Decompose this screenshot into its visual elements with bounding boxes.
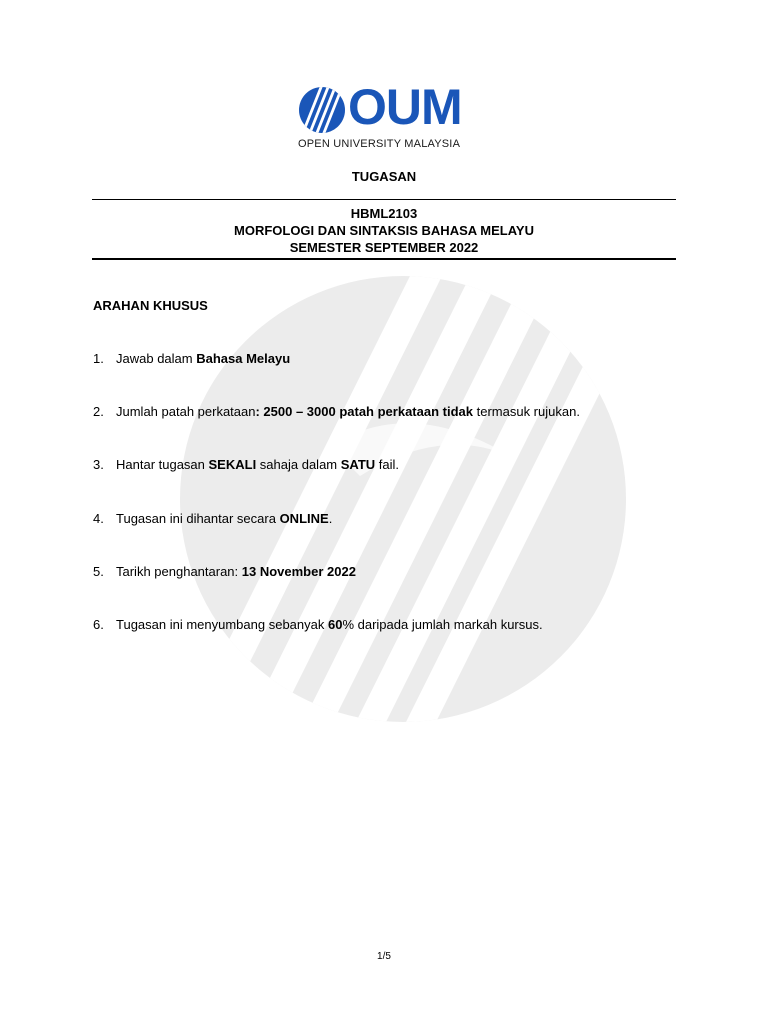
- header-top-rule: [92, 199, 676, 200]
- page-number: 1/5: [377, 951, 391, 962]
- instructions-heading: ARAHAN KHUSUS: [93, 298, 208, 313]
- instruction-text: Tugasan ini dihantar secara: [116, 511, 280, 526]
- instruction-emphasis: 13 November 2022: [241, 564, 356, 579]
- instruction-text: Jumlah patah perkataan: [116, 404, 256, 419]
- instruction-text: sahaja dalam: [256, 457, 341, 472]
- instruction-text: termasuk rujukan.: [473, 404, 580, 419]
- instruction-emphasis: SATU: [340, 457, 376, 472]
- instruction-item: [93, 350, 290, 367]
- course-code: HBML2103: [350, 206, 418, 221]
- instruction-item: [93, 616, 543, 633]
- instruction-text: .: [328, 511, 333, 526]
- instruction-text: Tugasan ini menyumbang sebanyak: [116, 617, 328, 632]
- instruction-item: [93, 563, 356, 580]
- logo-subtitle: OPEN UNIVERSITY MALAYSIA: [298, 138, 461, 150]
- instruction-item: [93, 456, 399, 473]
- instruction-text: Jawab dalam: [116, 351, 197, 366]
- instruction-number: 2.: [93, 404, 104, 419]
- oum-globe-icon: [298, 86, 346, 134]
- instruction-emphasis: : 2500 – 3000 patah perkataan tidak: [255, 404, 473, 419]
- oum-watermark-icon: [180, 276, 626, 722]
- instruction-emphasis: SEKALI: [208, 457, 257, 472]
- instruction-item: [93, 403, 580, 420]
- instruction-number: 1.: [93, 351, 104, 366]
- instruction-text: Tarikh penghantaran:: [116, 564, 242, 579]
- instruction-text: fail.: [375, 457, 400, 472]
- instruction-number: 4.: [93, 511, 104, 526]
- oum-logo: [298, 79, 474, 156]
- instruction-text: Hantar tugasan: [116, 457, 209, 472]
- document-type-title: TUGASAN: [351, 169, 417, 184]
- instruction-item: [93, 510, 332, 527]
- instruction-emphasis: ONLINE: [279, 511, 329, 526]
- logo-wordmark: OUM: [348, 79, 462, 135]
- semester-label: SEMESTER SEPTEMBER 2022: [289, 240, 479, 255]
- instruction-number: 3.: [93, 457, 104, 472]
- course-name: MORFOLOGI DAN SINTAKSIS BAHASA MELAYU: [234, 223, 534, 238]
- instruction-number: 6.: [93, 617, 104, 632]
- header-bottom-rule: [92, 258, 676, 260]
- instruction-text: % daripada jumlah markah kursus.: [342, 617, 543, 632]
- instruction-emphasis: 60: [327, 617, 343, 632]
- instruction-emphasis: Bahasa Melayu: [196, 351, 291, 366]
- instruction-number: 5.: [93, 564, 104, 579]
